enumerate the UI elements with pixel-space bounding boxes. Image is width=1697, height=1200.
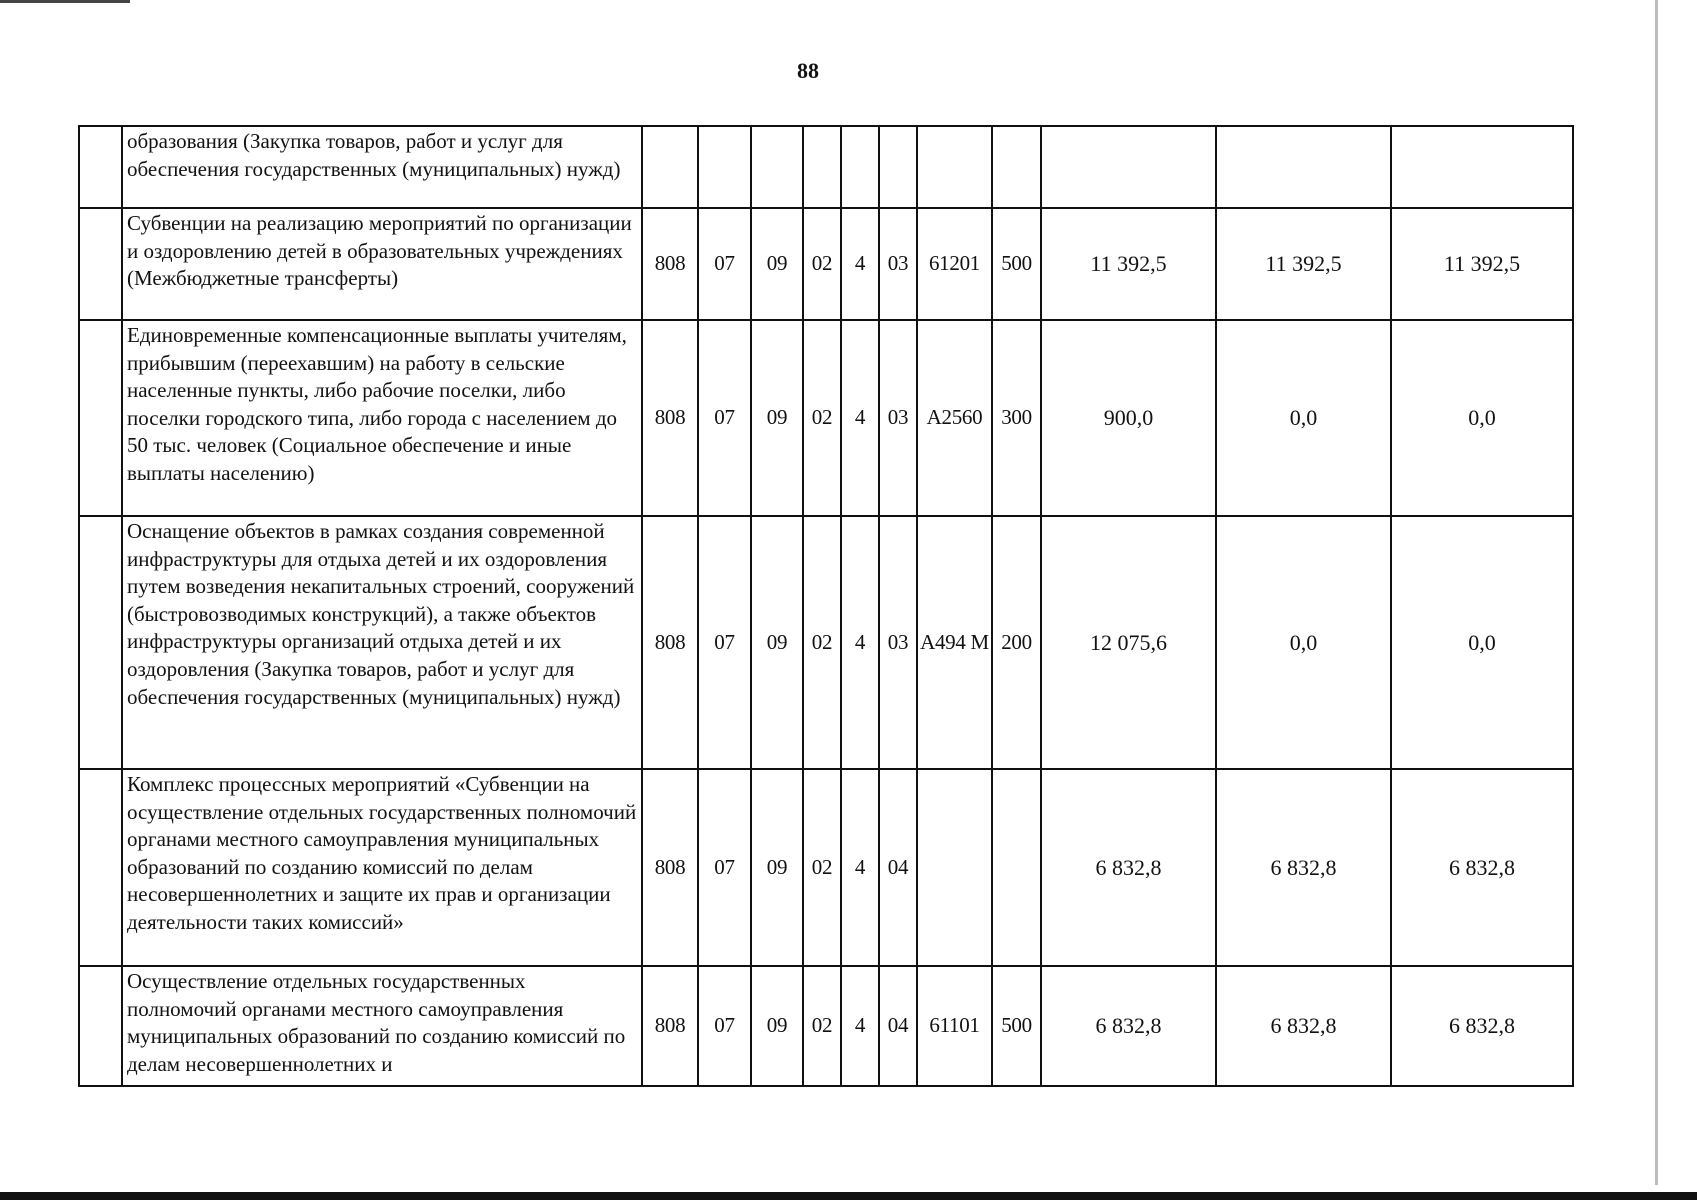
scan-edge-line xyxy=(1655,0,1658,1185)
amount-cell-year2: 0,0 xyxy=(1216,516,1391,769)
code-cell-expense-type: 300 xyxy=(992,320,1041,516)
code-cell-ministry xyxy=(642,126,698,208)
code-cell-expense-type xyxy=(992,769,1041,966)
code-cell-direction: A2560 xyxy=(917,320,992,516)
table-row xyxy=(79,516,1573,769)
code-cell-program: 02 xyxy=(803,769,841,966)
amount-cell-year1: 11 392,5 xyxy=(1041,208,1216,320)
code-cell-type xyxy=(841,126,879,208)
code-cell-subsection: 09 xyxy=(751,966,803,1086)
code-cell-type: 4 xyxy=(841,516,879,769)
table-row xyxy=(79,208,1573,320)
amount-cell-year3: 11 392,5 xyxy=(1391,208,1573,320)
amount-cell-year2: 6 832,8 xyxy=(1216,769,1391,966)
code-cell-subsection xyxy=(751,126,803,208)
table-row xyxy=(79,320,1573,516)
code-cell-type: 4 xyxy=(841,320,879,516)
code-cell-subsection: 09 xyxy=(751,516,803,769)
amount-cell-year3: 6 832,8 xyxy=(1391,966,1573,1086)
code-cell-expense-type: 500 xyxy=(992,966,1041,1086)
table-row xyxy=(79,126,1573,208)
code-cell-section: 07 xyxy=(698,966,751,1086)
code-cell-program: 02 xyxy=(803,516,841,769)
code-cell-program: 02 xyxy=(803,208,841,320)
amount-cell-year3: 6 832,8 xyxy=(1391,769,1573,966)
code-cell-expense-type: 200 xyxy=(992,516,1041,769)
row-marker-cell xyxy=(79,966,122,1086)
description-cell: Оснащение объектов в рамках создания современной инфраструктуры для отдыха детей и их оздоровления путем возведения некапитальных строений, сооружений (быстровозводимых конструкций), а также объектов инфраструктуры организаций отдыха детей и их оздоровления (Закупка товаров, работ и услуг для обеспечения государственных (муниципальных) нужд) xyxy=(122,516,642,769)
description-cell: Субвенции на реализацию мероприятий по организации и оздоровлению детей в образовательных учреждениях (Межбюджетные трансферты) xyxy=(122,208,642,320)
code-cell-section: 07 xyxy=(698,516,751,769)
scan-bottom-bar xyxy=(0,1192,1697,1200)
amount-cell-year2: 0,0 xyxy=(1216,320,1391,516)
code-cell-event: 04 xyxy=(879,769,917,966)
amount-cell-year1 xyxy=(1041,126,1216,208)
row-marker-cell xyxy=(79,769,122,966)
budget-table xyxy=(78,125,1574,1087)
table-row xyxy=(79,769,1573,966)
row-marker-cell xyxy=(79,208,122,320)
code-cell-expense-type: 500 xyxy=(992,208,1041,320)
description-cell: Единовременные компенсационные выплаты учителям, прибывшим (переехавшим) на работу в сельские населенные пункты, либо рабочие поселки, либо поселки городского типа, либо города с населением до 50 тыс. человек (Социальное обеспечение и иные выплаты населению) xyxy=(122,320,642,516)
code-cell-subsection: 09 xyxy=(751,208,803,320)
code-cell-ministry: 808 xyxy=(642,966,698,1086)
code-cell-direction: 61101 xyxy=(917,966,992,1086)
code-cell-event xyxy=(879,126,917,208)
amount-cell-year2: 6 832,8 xyxy=(1216,966,1391,1086)
code-cell-ministry: 808 xyxy=(642,516,698,769)
code-cell-direction: A494 M xyxy=(917,516,992,769)
description-cell: Осуществление отдельных государственных полномочий органами местного самоуправления муниципальных образований по созданию комиссий по делам несовершеннолетних и xyxy=(122,966,642,1086)
code-cell-direction xyxy=(917,126,992,208)
code-cell-program xyxy=(803,126,841,208)
amount-cell-year1: 12 075,6 xyxy=(1041,516,1216,769)
amount-cell-year3: 0,0 xyxy=(1391,516,1573,769)
amount-cell-year1: 6 832,8 xyxy=(1041,769,1216,966)
code-cell-subsection: 09 xyxy=(751,320,803,516)
table-row xyxy=(79,966,1573,1086)
code-cell-ministry: 808 xyxy=(642,769,698,966)
code-cell-type: 4 xyxy=(841,208,879,320)
code-cell-type: 4 xyxy=(841,966,879,1086)
amount-cell-year3: 0,0 xyxy=(1391,320,1573,516)
amount-cell-year2 xyxy=(1216,126,1391,208)
code-cell-ministry: 808 xyxy=(642,208,698,320)
code-cell-event: 04 xyxy=(879,966,917,1086)
code-cell-section: 07 xyxy=(698,208,751,320)
amount-cell-year1: 900,0 xyxy=(1041,320,1216,516)
row-marker-cell xyxy=(79,126,122,208)
description-cell: образования (Закупка товаров, работ и услуг для обеспечения государственных (муниципальных) нужд) xyxy=(122,126,642,208)
code-cell-event: 03 xyxy=(879,320,917,516)
code-cell-direction xyxy=(917,769,992,966)
amount-cell-year3 xyxy=(1391,126,1573,208)
code-cell-program: 02 xyxy=(803,966,841,1086)
code-cell-section xyxy=(698,126,751,208)
row-marker-cell xyxy=(79,320,122,516)
code-cell-event: 03 xyxy=(879,516,917,769)
description-cell: Комплекс процессных мероприятий «Субвенции на осуществление отдельных государственных полномочий органами местного самоуправления муниципальных образований по созданию комиссий по делам несовершеннолетних и защите их прав и организации деятельности таких комиссий» xyxy=(122,769,642,966)
code-cell-section: 07 xyxy=(698,769,751,966)
page-number: 88 xyxy=(797,58,819,83)
code-cell-expense-type xyxy=(992,126,1041,208)
code-cell-direction: 61201 xyxy=(917,208,992,320)
code-cell-program: 02 xyxy=(803,320,841,516)
row-marker-cell xyxy=(79,516,122,769)
scan-edge-mark xyxy=(0,0,130,3)
amount-cell-year2: 11 392,5 xyxy=(1216,208,1391,320)
amount-cell-year1: 6 832,8 xyxy=(1041,966,1216,1086)
code-cell-ministry: 808 xyxy=(642,320,698,516)
code-cell-type: 4 xyxy=(841,769,879,966)
code-cell-event: 03 xyxy=(879,208,917,320)
code-cell-section: 07 xyxy=(698,320,751,516)
code-cell-subsection: 09 xyxy=(751,769,803,966)
